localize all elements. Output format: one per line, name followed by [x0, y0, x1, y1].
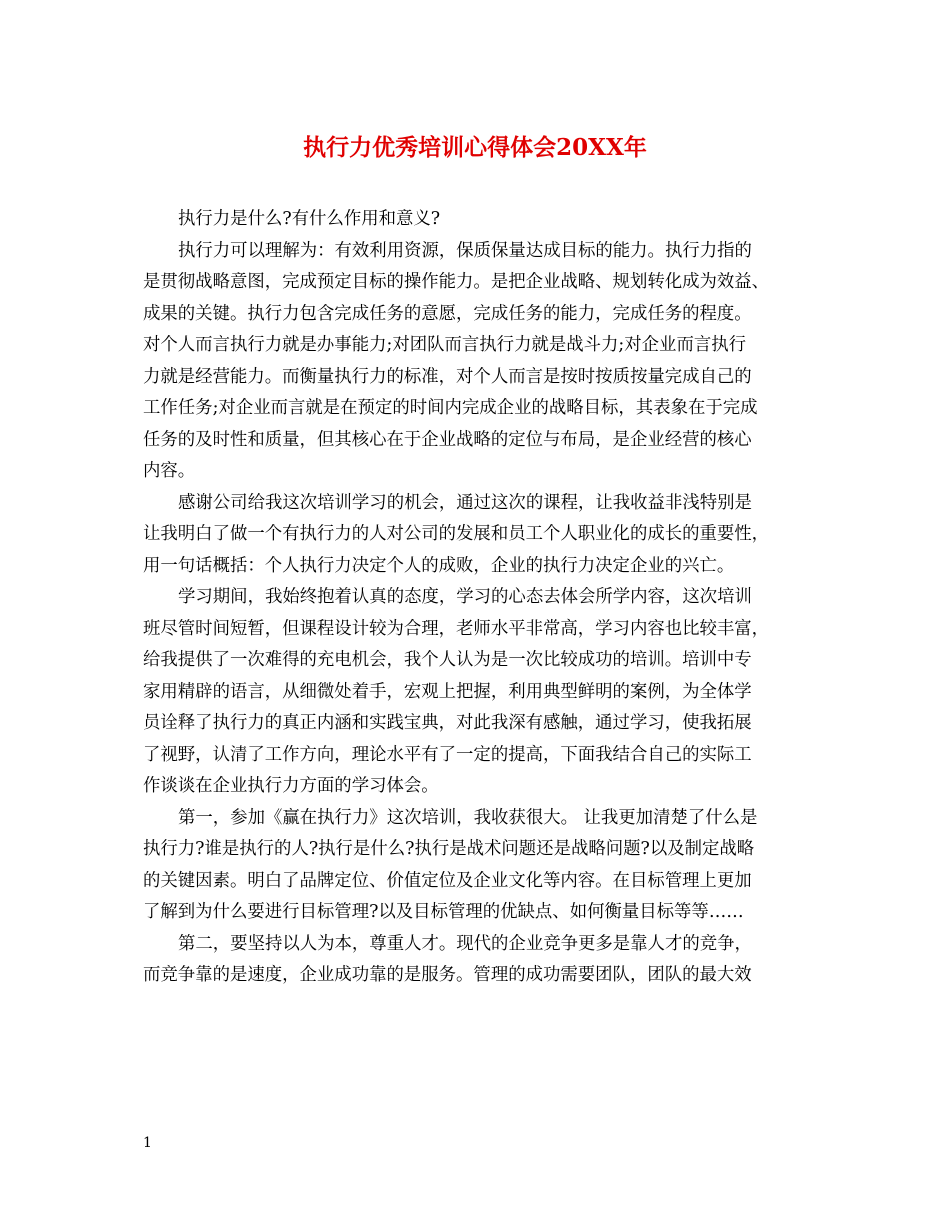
paragraph-line: 执行力?谁是执行的人?执行是什么?执行是战术问题还是战略问题?以及制定战略	[143, 839, 755, 859]
paragraph-line: 了解到为什么要进行目标管理?以及目标管理的优缺点、如何衡量目标等等……	[143, 902, 744, 922]
paragraph-line: 第一，参加《赢在执行力》这次培训，我收获很大。 让我更加清楚了什么是	[178, 807, 758, 828]
paragraph-line: 了视野，认清了工作方向，理论水平有了一定的提高，下面我结合自己的实际工	[143, 744, 752, 765]
paragraph-line: 学习期间，我始终抱着认真的态度，学习的心态去体会所学内容，这次培训	[178, 587, 752, 607]
paragraph-line: 给我提供了一次难得的充电机会，我个人认为是一次比较成功的培训。培训中专	[143, 650, 752, 670]
paragraph-line: 力就是经营能力。而衡量执行力的标准，对个人而言是按时按质按量完成自己的	[143, 366, 752, 387]
paragraph-line: 感谢公司给我这次培训学习的机会，通过这次的课程，让我收益非浅特别是	[178, 492, 752, 513]
paragraph-line: 用一句话概括：个人执行力决定个人的成败，企业的执行力决定企业的兴亡。	[143, 555, 735, 576]
document-title: 执行力优秀培训心得体会20XX年	[303, 134, 647, 161]
paragraph-line: 员诠释了执行力的真正内涵和实践宝典，对此我深有感触，通过学习，使我拓展	[143, 713, 752, 733]
paragraph-line: 的关键因素。明白了品牌定位、价值定位及企业文化等内容。在目标管理上更加	[143, 870, 752, 891]
page-number: 1	[143, 1135, 152, 1151]
paragraph-line: 而竞争靠的是速度，企业成功靠的是服务。管理的成功需要团队，团队的最大效	[143, 965, 752, 985]
paragraph	[143, 204, 810, 236]
paragraph-line: 让我明白了做一个有执行力的人对公司的发展和员工个人职业化的成长的重要性，	[143, 524, 770, 544]
paragraph	[143, 929, 810, 992]
paragraph-line: 内容。	[143, 461, 196, 481]
paragraph-line: 班尽管时间短暂，但课程设计较为合理，老师水平非常高，学习内容也比较丰富，	[143, 618, 770, 639]
paragraph	[143, 803, 810, 929]
paragraph	[143, 236, 810, 488]
paragraph-line: 家用精辟的语言，从细微处着手，宏观上把握，利用典型鲜明的案例，为全体学	[143, 681, 752, 702]
paragraph-line: 是贯彻战略意图，完成预定目标的操作能力。是把企业战略、规划转化成为效益、	[143, 272, 770, 292]
paragraph-line: 第二，要坚持以人为本，尊重人才。现代的企业竞争更多是靠人才的竞争，	[178, 933, 752, 954]
paragraph-line: 工作任务;对企业而言就是在预定的时间内完成企业的战略目标，其表象在于完成	[143, 398, 758, 418]
paragraph-line: 任务的及时性和质量，但其核心在于企业战略的定位与布局，是企业经营的核心	[143, 429, 752, 450]
paragraph	[143, 488, 810, 583]
paragraph-line: 执行力可以理解为：有效利用资源，保质保量达成目标的能力。执行力指的	[178, 240, 752, 261]
paragraph-line: 对个人而言执行力就是办事能力;对团队而言执行力就是战斗力;对企业而言执行	[143, 335, 747, 355]
paragraph	[143, 582, 810, 803]
paragraph-line: 执行力是什么?有什么作用和意义?	[178, 209, 441, 229]
document-body	[143, 204, 810, 992]
paragraph-line: 成果的关键。执行力包含完成任务的意愿，完成任务的能力，完成任务的程度。	[143, 303, 752, 324]
paragraph-line: 作谈谈在企业执行力方面的学习体会。	[143, 776, 439, 796]
